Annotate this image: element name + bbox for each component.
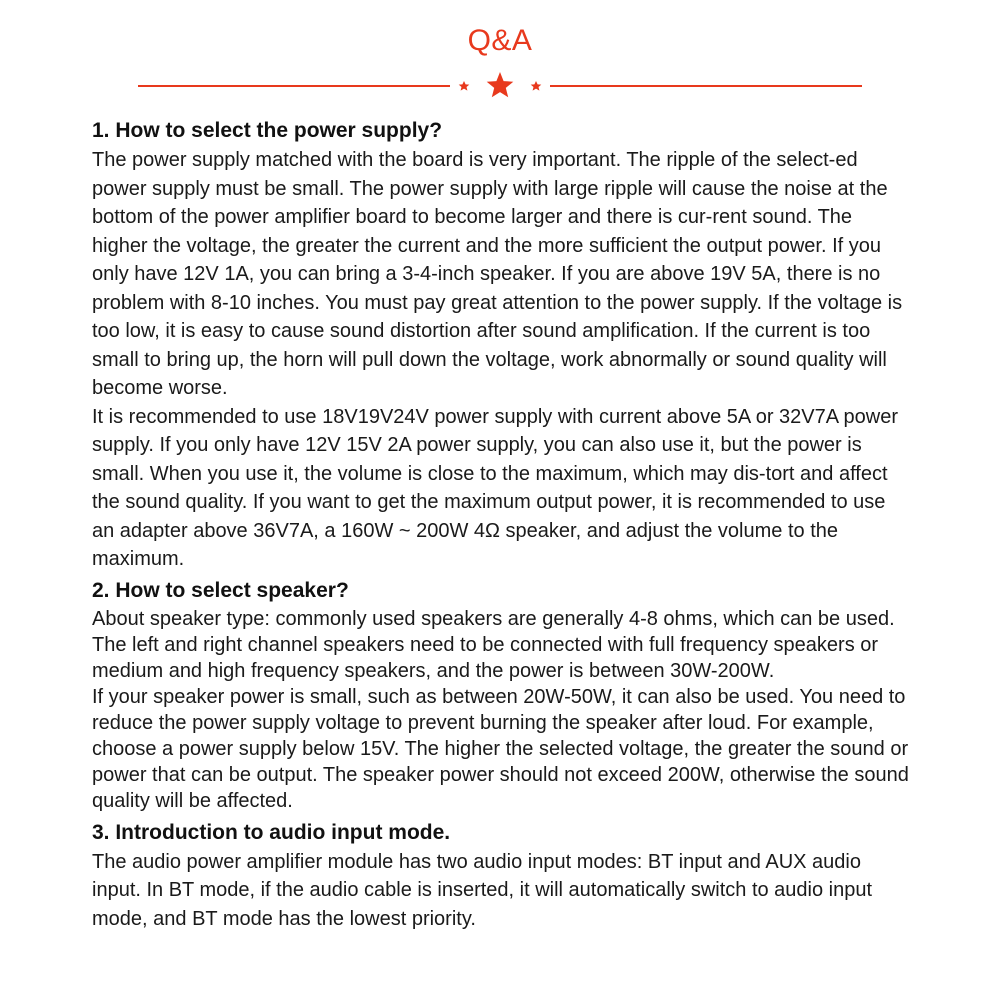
page-title: Q&A <box>467 24 533 57</box>
qa-content <box>92 116 912 933</box>
answer-paragraph: The power supply matched with the board is very important. The ripple of the select-ed power supply must be small. The power supply with large ripple will cause the noise at the bottom of the power amplifier board to become larger and there is cur-rent sound. The higher the voltage, the greater the current and the more sufficient the output power. If you only have 12V 1A, you can bring a 3-4-inch speaker. If you are above 19V 5A, there is no problem with 8-10 inches. You must pay great attention to the power supply. If the voltage is too low, it is easy to cause sound distortion after sound amplification. If the current is too small to bring up, the horn will pull down the voltage, work abnormally or sound quality will become worse. <box>92 149 903 399</box>
question-heading: 1. How to select the power supply? <box>92 119 443 142</box>
qa-section-speaker <box>92 576 912 814</box>
answer-paragraph: It is recommended to use 18V19V24V power supply with current above 5A or 32V7A power supply. If you only have 12V 15V 2A power supply, you can also use it, but the power is small. When you use it, the volume is close to the maximum, which may dis-tort and affect the sound quality. If you want to get the maximum output power, it is recommended to use an adapter above 36V7A, a 160W ~ 200W 4Ω speaker, and adjust the volume to the maximum. <box>92 405 899 570</box>
question-heading: 3. Introduction to audio input mode. <box>92 820 451 844</box>
star-icon <box>487 72 514 97</box>
answer-paragraph: The audio power amplifier module has two audio input modes: BT input and AUX audio input. In BT mode, if the audio cable is inserted, it will automatically switch to audio input mode, and BT mode has the lowest priority. <box>92 850 873 930</box>
small-star-left-icon <box>459 81 470 91</box>
title-divider <box>138 70 862 102</box>
answer-paragraph: If your speaker power is small, such as between 20W-50W, it can also be used. You need to reduce the power supply voltage to prevent burning the speaker after loud. For example, choose a power supply below 15V. The higher the selected voltage, the greater the sound or power that can be output. The speaker power should not exceed 200W, otherwise the sound quality will be affected. <box>92 685 909 812</box>
qa-section-power-supply <box>92 116 912 574</box>
qa-section-audio-input <box>92 818 912 934</box>
small-star-right-icon <box>531 81 542 91</box>
answer-paragraph: About speaker type: commonly used speakers are generally 4-8 ohms, which can be used. The left and right channel speakers need to be connected with full frequency speakers or medium and high frequency speakers, and the power is between 30W-200W. <box>92 607 895 682</box>
question-heading: 2. How to select speaker? <box>92 578 349 602</box>
